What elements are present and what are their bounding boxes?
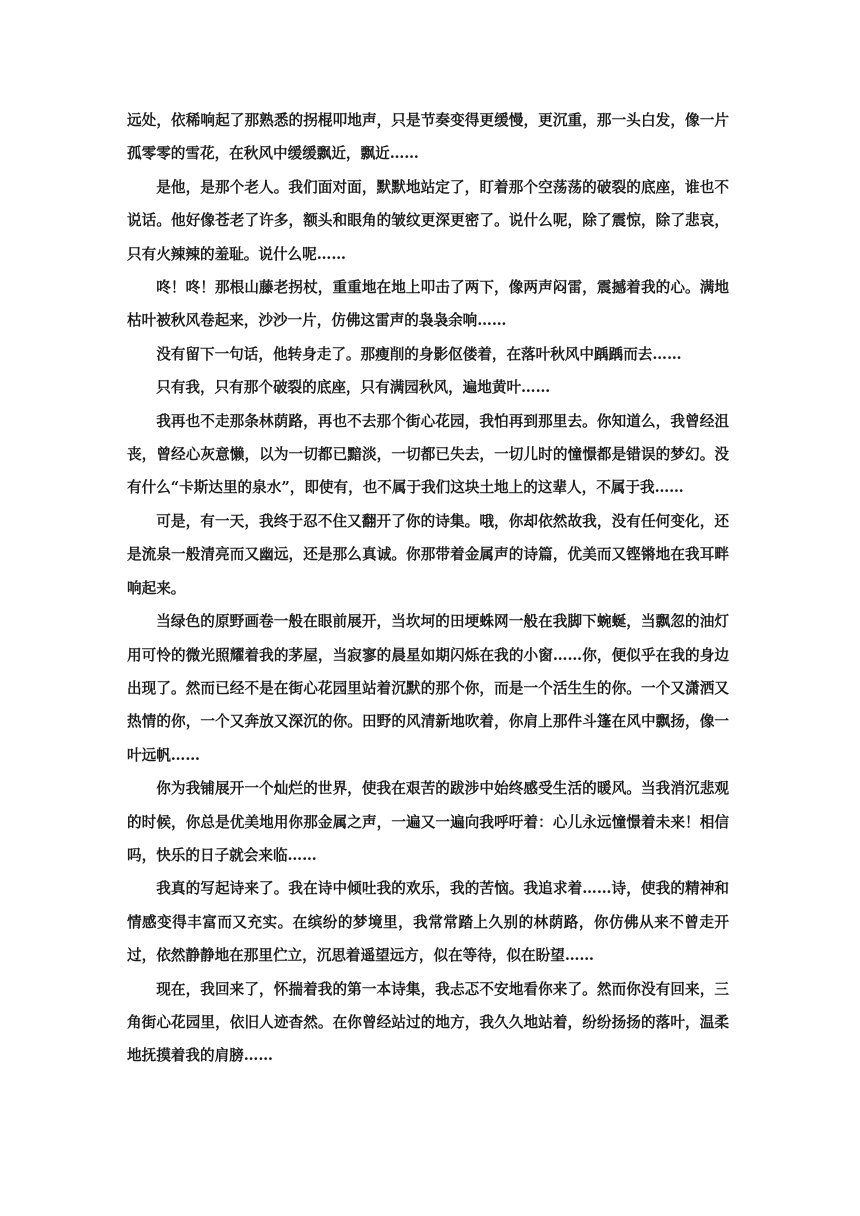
paragraph: 当绿色的原野画卷一般在眼前展开，当坎坷的田埂蛛网一般在我脚下蜿蜒，当飘忽的油灯用可怜的微光照耀着我的茅屋，当寂寥的晨星如期闪烁在我的小窗……你，便似乎在我的身边出现了。然而已经不是在街心花园里站着沉默的那个你，而是一个活生生的你。一个又潇洒又热情的你，一个又奔放又深沉的你。田野的风清新地吹着，你肩上那件斗篷在风中飘扬，像一叶远帆…… <box>127 613 729 764</box>
document-body <box>127 104 729 1073</box>
paragraph: 没有留下一句话，他转身走了。那瘦削的身影伛偻着，在落叶秋风中踽踽而去…… <box>156 345 682 363</box>
paragraph: 现在，我回来了，怀揣着我的第一本诗集，我忐忑不安地看你来了。然而你没有回来，三角街心花园里，依旧人迹杳然。在你曾经站过的地方，我久久地站着，纷纷扬扬的落叶，温柔地抚摸着我的肩膀…… <box>127 980 729 1065</box>
paragraph: 可是，有一天，我终于忍不住又翻开了你的诗集。哦，你却依然故我，没有任何变化，还是流泉一般清亮而又幽远，还是那么真诚。你那带着金属声的诗篇，优美而又铿锵地在我耳畔响起来。 <box>127 512 729 597</box>
paragraph: 你为我铺展开一个灿烂的世界，使我在艰苦的跋涉中始终感受生活的暖风。当我消沉悲观的时候，你总是优美地用你那金属之声，一遍又一遍向我呼吁着：心儿永远憧憬着未来！相信吗，快乐的日子就会来临…… <box>127 780 729 864</box>
paragraph: 我再也不走那条林荫路，再也不去那个街心花园，我怕再到那里去。你知道么，我曾经沮丧，曾经心灰意懒，以为一切都已黯淡，一切都已失去，一切儿时的憧憬都是错误的梦幻。没有什么“卡斯达里的泉水”，即使有，也不属于我们这块土地上的这辈人，不属于我…… <box>127 412 729 497</box>
paragraph: 只有我，只有那个破裂的底座，只有满园秋风，遍地黄叶…… <box>156 379 551 397</box>
paragraph: 咚！咚！那根山藤老拐杖，重重地在地上叩击了两下，像两声闷雷，震撼着我的心。满地枯叶被秋风卷起来，沙沙一片，仿佛这雷声的袅袅余响…… <box>127 279 729 330</box>
paragraph: 远处，依稀响起了那熟悉的拐棍叩地声，只是节奏变得更缓慢，更沉重，那一头白发，像一片孤零零的雪花，在秋风中缓缓飘近，飘近…… <box>127 112 729 163</box>
paragraph: 是他，是那个老人。我们面对面，默默地站定了，盯着那个空荡荡的破裂的底座，谁也不说话。他好像苍老了许多，额头和眼角的皱纹更深更密了。说什么呢，除了震惊，除了悲哀，只有火辣辣的羞耻。说什么呢…… <box>127 178 729 263</box>
paragraph: 我真的写起诗来了。我在诗中倾吐我的欢乐，我的苦恼。我追求着……诗，使我的精神和情感变得丰富而又充实。在缤纷的梦境里，我常常踏上久别的林荫路，你仿佛从来不曾走开过，依然静静地在那里伫立，沉思着遥望远方，似在等待，似在盼望…… <box>127 880 729 965</box>
